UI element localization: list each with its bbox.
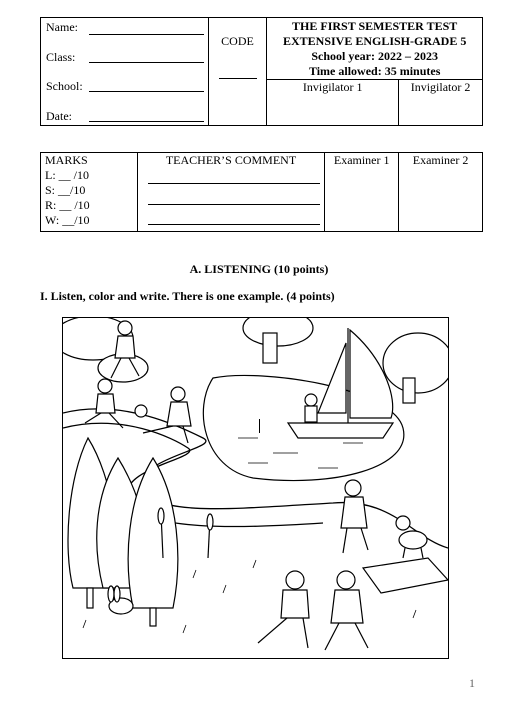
- school-field-line[interactable]: [89, 91, 204, 92]
- date-field-line[interactable]: [89, 121, 204, 122]
- date-label: Date:: [46, 109, 72, 123]
- invigilator-1-cell[interactable]: [267, 80, 399, 126]
- code-label: CODE: [221, 34, 254, 48]
- test-subtitle: EXTENSIVE ENGLISH-GRADE 5: [282, 34, 467, 48]
- school-year: School year: 2022 – 2023: [311, 49, 438, 63]
- comment-line-3[interactable]: [148, 224, 320, 225]
- school-label: School:: [46, 79, 83, 93]
- marks-cell: [41, 153, 138, 232]
- section-title: A. LISTENING (10 points): [189, 262, 329, 276]
- test-title-cell: [267, 18, 483, 80]
- time-allowed: Time allowed: 35 minutes: [308, 64, 441, 78]
- invigilator-2-label: Invigilator 2: [410, 80, 471, 94]
- mark-listening[interactable]: L: __ /10: [45, 168, 89, 182]
- examiner-1-label: Examiner 1: [333, 153, 390, 167]
- comment-line-2[interactable]: [148, 204, 320, 205]
- park-scene: [63, 318, 448, 658]
- invigilator-2-cell[interactable]: [399, 80, 483, 126]
- examiner-2-label: Examiner 2: [412, 153, 469, 167]
- examiner-1-cell[interactable]: [325, 153, 399, 232]
- comment-line-1[interactable]: [148, 183, 320, 184]
- marks-table: [40, 152, 483, 232]
- code-field-line[interactable]: [219, 78, 257, 79]
- teacher-comment-heading: TEACHER’S COMMENT: [165, 153, 297, 167]
- student-info-cell: [41, 18, 209, 126]
- test-title: THE FIRST SEMESTER TEST: [292, 19, 458, 33]
- mark-reading[interactable]: R: __ /10: [45, 198, 90, 212]
- code-cell: [208, 18, 267, 126]
- marks-heading: MARKS: [45, 153, 88, 167]
- page-number: 1: [469, 676, 475, 690]
- invigilator-1-label: Invigilator 1: [302, 80, 363, 94]
- name-label: Name:: [46, 20, 78, 34]
- header-table: [40, 17, 483, 126]
- park-illustration: [62, 317, 449, 659]
- mark-writing[interactable]: W: __/10: [45, 213, 90, 227]
- teacher-comment-cell: [137, 153, 324, 232]
- class-label: Class:: [46, 50, 76, 64]
- section-instruction: I. Listen, color and write. There is one example. (4 points): [40, 289, 335, 303]
- text-cursor: [259, 419, 260, 433]
- examiner-2-cell[interactable]: [399, 153, 483, 232]
- mark-speaking[interactable]: S: __/10: [45, 183, 86, 197]
- class-field-line[interactable]: [89, 62, 204, 63]
- name-field-line[interactable]: [89, 34, 204, 35]
